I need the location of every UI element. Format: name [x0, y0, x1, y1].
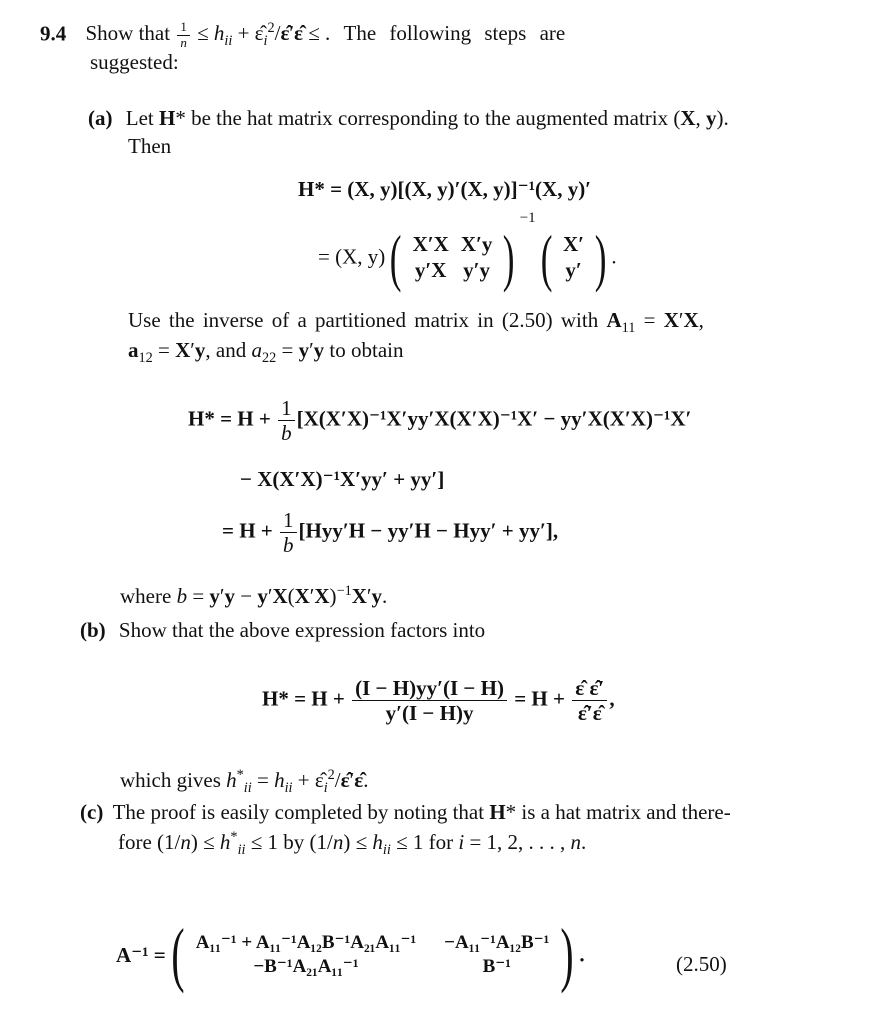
part-b-label: (b)	[80, 618, 106, 642]
part-c-line1: (c) The proof is easily completed by noting that H* is a hat matrix and there-	[80, 800, 731, 824]
equation-h-star-2: − X(X′X)⁻¹X′yy′ + yy′]	[240, 467, 445, 491]
intro-text-3: suggested:	[90, 50, 179, 74]
intro-text-2: The following steps are	[343, 21, 566, 46]
part-c-label: (c)	[80, 800, 104, 824]
vector-xy: X′ y′	[562, 231, 585, 283]
equation-partitioned: = (X, y)( X′X X′y y′X y′y )$^{-1}$( X′ y′ ) .	[318, 210, 617, 293]
problem-number: 9.4	[40, 21, 67, 46]
part-c-line2: fore $(1/n) \le h^*_{ii} \le 1$ by $(1/n) \le h_{ii} \le 1$ for i = 1, 2, . . . , n.	[118, 829, 587, 859]
part-a-where: where $b = y'y - y'X(X'X)^{-1}X'y$.	[120, 583, 388, 608]
equation-tag: (2.50)	[676, 952, 727, 976]
equation-h-star-3: = H + $\frac{1}{b}$ [Hyy′H − yy′H − Hyy′ + yy′],	[222, 508, 559, 558]
part-a-intro: (a) Let H* be the hat matrix corresponding to the augmented matrix (X, y).	[88, 106, 729, 130]
part-b-intro: (b) Show that the above expression factors into	[80, 618, 486, 642]
partition-matrix: X′X X′y y′X y′y	[412, 231, 493, 283]
equation-250: A⁻¹ =( A₁₁⁻¹ + A₁₁⁻¹A₁₂B⁻¹A₂₁A₁₁⁻¹ −A₁₁⁻¹A₁₂B⁻¹ −B⁻¹A₂₁A₁₁⁻¹ B⁻¹ ) .	[116, 914, 585, 994]
equation-h-star-1: H* = H + $\frac{1}{b}$ [X(X′X)⁻¹X′yy′X(X′X)⁻¹X′ − yy′X(X′X)⁻¹X′	[188, 396, 692, 446]
part-a-label: (a)	[88, 106, 113, 130]
part-a-then: Then	[128, 134, 172, 158]
problem-header	[40, 20, 565, 51]
part-a-use-text-2: $a_{12} = X'y$, and $a_{22} = y'y$ to obtain	[128, 338, 404, 367]
intro-text: Show that	[85, 21, 171, 46]
part-a-use-text-1: Use the inverse of a partitioned matrix in (2.50) with $A_{11} = X'X$,	[128, 308, 704, 337]
equation-hat-matrix: H* = (X, y)[(X, y)′(X, y)]⁻¹(X, y)′	[298, 177, 592, 201]
equation-factor: H* = H + $\frac{(I - H)yy'(I - H)}{y'(I - H)y}$ = H + $\frac{\varepsilon̂ \varepsilon̂'}{\varepsilon̂'\varepsilon̂}$ ,	[262, 676, 615, 726]
part-b-gives: which gives $h^*_{ii} = h_{ii}$ + $\varepsilon̂_i^2/\varepsilon̂'\varepsilon̂$.	[120, 767, 369, 797]
intro-inequality: $\frac{1}{n}$ ≤ $h_{ii}$ + $\varepsilon̂_i^2/\varepsilon̂'\varepsilon̂$ ≤ .	[175, 21, 335, 45]
